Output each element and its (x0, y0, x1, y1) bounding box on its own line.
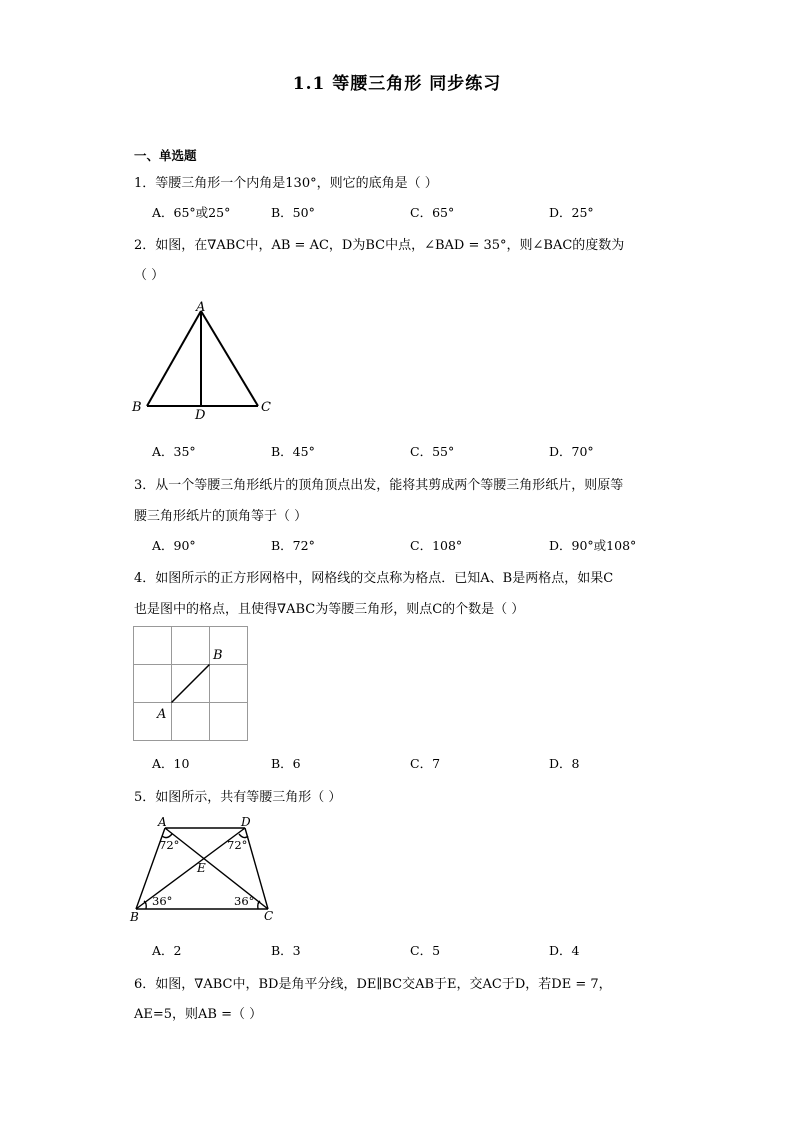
question-4-stem-line2: 也是图中的格点，且使得∇ABC为等腰三角形，则点C的个数是（ ） (134, 602, 525, 617)
figure-label-a: A (196, 300, 206, 315)
figure-angle-c: 36° (234, 894, 255, 908)
question-4-option-d: D．8 (549, 756, 580, 771)
question-5-figure (128, 812, 288, 927)
question-5-option-a: A．2 (152, 943, 182, 958)
question-5-option-d: D．4 (549, 943, 580, 958)
question-4-option-a: A．10 (152, 756, 190, 771)
question-4-option-b: B．6 (271, 756, 301, 771)
question-3-stem-line2: 腰三角形纸片的顶角等于（ ） (134, 509, 308, 524)
question-1-option-c: C．65° (410, 205, 455, 220)
question-3-option-d: D．90°或108° (549, 538, 637, 553)
figure-label-b: B (132, 400, 142, 415)
question-1-option-b: B．50° (271, 205, 315, 220)
question-2-stem-line2: （ ） (134, 268, 165, 283)
figure-label-c: C (264, 909, 274, 923)
question-2-option-a: A．35° (152, 444, 196, 459)
figure-angle-d: 72° (227, 838, 248, 852)
question-3-option-c: C．108° (410, 538, 463, 553)
question-1-option-d: D．25° (549, 205, 594, 220)
question-1-option-a: A．65°或25° (152, 205, 231, 220)
question-5-option-b: B．3 (271, 943, 301, 958)
question-5-stem: 5．如图所示，共有等腰三角形（ ） (134, 790, 342, 805)
question-3-option-a: A．90° (152, 538, 196, 553)
question-5-option-c: C．5 (410, 943, 441, 958)
question-2-option-c: C．55° (410, 444, 455, 459)
question-2-figure (128, 295, 278, 425)
figure-label-a: A (157, 707, 167, 722)
figure-label-b: B (130, 910, 139, 924)
question-3-stem-line1: 3．从一个等腰三角形纸片的顶角顶点出发，能将其剪成两个等腰三角形纸片，则原等 (134, 478, 624, 493)
figure-label-b: B (213, 648, 223, 663)
question-2-option-d: D．70° (549, 444, 594, 459)
figure-label-e: E (197, 861, 206, 875)
question-2-stem-line1: 2．如图，在∇ABC中，AB = AC，D为BC中点，∠BAD = 35°，则∠BAC的度数为 (134, 238, 625, 253)
question-6-stem-line1: 6．如图，∇ABC中，BD是角平分线，DE∥BC交AB于E，交AC于D，若DE = 7， (134, 977, 612, 992)
question-1-stem: 1．等腰三角形一个内角是130°，则它的底角是（ ） (134, 176, 438, 191)
figure-angle-a: 72° (159, 838, 180, 852)
question-4-grid-figure (132, 625, 250, 743)
figure-angle-b: 36° (152, 894, 173, 908)
question-6-stem-line2: AE=5，则AB =（ ） (134, 1007, 263, 1022)
question-4-option-c: C．7 (410, 756, 441, 771)
section-heading: 一、单选题 (134, 148, 197, 163)
question-3-option-b: B．72° (271, 538, 315, 553)
figure-label-c: C (261, 400, 271, 415)
question-2-option-b: B．45° (271, 444, 315, 459)
figure-label-d: D (241, 815, 251, 829)
figure-label-a: A (158, 815, 167, 829)
question-4-stem-line1: 4．如图所示的正方形网格中，网格线的交点称为格点．已知A、B是两格点，如果C (134, 571, 614, 586)
page-title: 1.1 等腰三角形 同步练习 (292, 74, 502, 94)
figure-label-d: D (195, 408, 206, 423)
